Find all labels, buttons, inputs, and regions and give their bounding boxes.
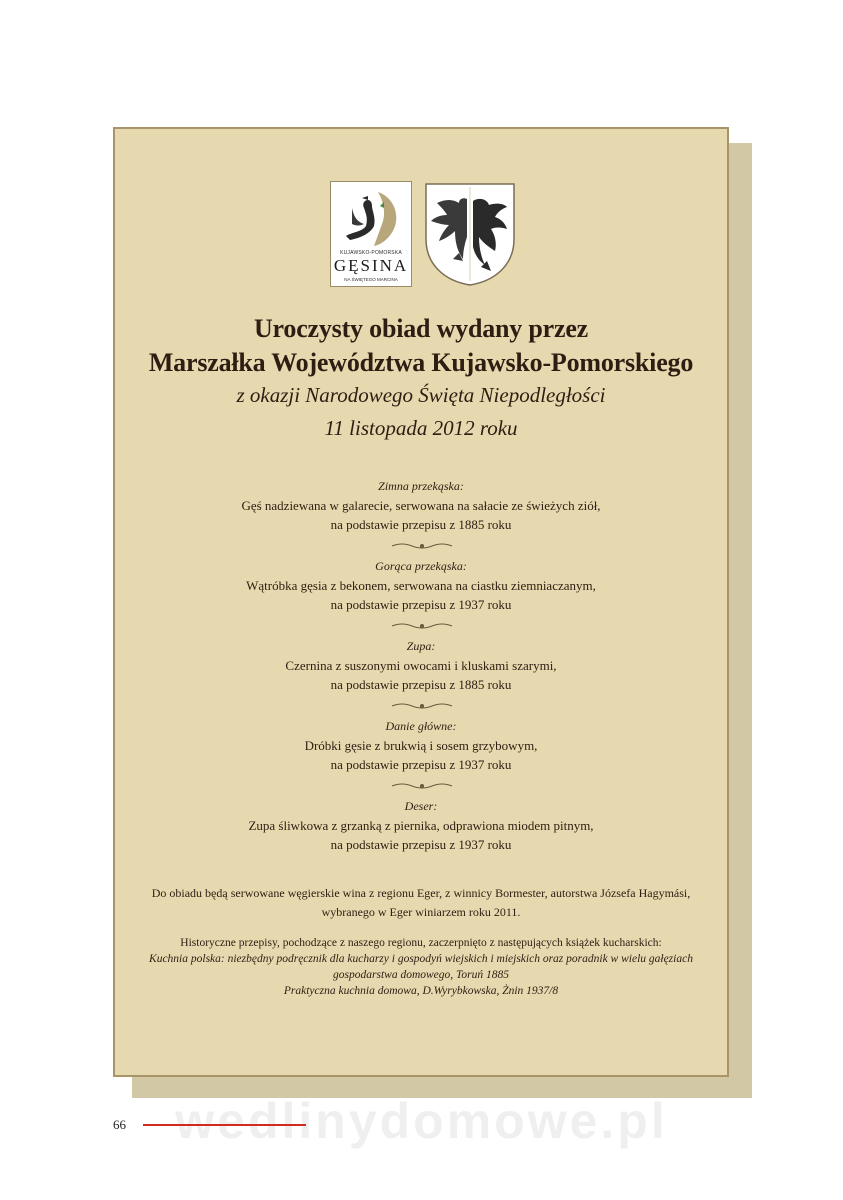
- course-description: Gęś nadziewana w galarecie, serwowana na sałacie ze świeżych ziół,: [241, 498, 601, 513]
- course-note: na podstawie przepisu z 1937 roku: [330, 757, 512, 772]
- source-book-2: Praktyczna kuchnia domowa, D.Wyrybkowska, Żnin 1937/8: [283, 985, 559, 997]
- page-rule: [143, 1124, 306, 1126]
- heading-line-2: Marszałka Województwa Kujawsko-Pomorskiego: [148, 348, 694, 377]
- heading-subtitle: z okazji Narodowego Święta Niepodległości: [236, 383, 606, 407]
- menu-card: [113, 127, 729, 1077]
- page-number: 66: [113, 1117, 126, 1132]
- wines-line-1: Do obiadu będą serwowane węgierskie wina z regionu Eger, z winnicy Bormester, autorstwa Józsefa Hagymási,: [151, 886, 691, 900]
- course-label: Zupa:: [406, 639, 436, 653]
- course-soup: [115, 637, 727, 717]
- heading-line-1: Uroczysty obiad wydany przez: [253, 314, 589, 343]
- ornament-divider-icon: [390, 701, 454, 711]
- gesina-bottom-text: NA ŚWIĘTEGO MARCINA: [344, 277, 398, 282]
- source-book-1-line-2: gospodarstwa domowego, Toruń 1885: [333, 969, 509, 981]
- course-label: Gorąca przekąska:: [375, 559, 467, 573]
- goose-icon: [338, 188, 404, 248]
- course-description: Dróbki gęsie z brukwią i sosem grzybowym,: [304, 738, 538, 753]
- logos: [115, 181, 727, 289]
- gesina-top-text: KUJAWSKO-POMORSKA: [340, 250, 402, 256]
- course-description: Czernina z suszonymi owocami i kluskami szarymi,: [285, 658, 557, 673]
- course-label: Deser:: [404, 799, 438, 813]
- sources-note: [115, 935, 727, 999]
- course-hot-starter: [115, 557, 727, 637]
- course-description: Wątróbka gęsia z bekonem, serwowana na ciastku ziemniaczanym,: [246, 578, 596, 593]
- gesina-main-text: GĘSINA: [333, 256, 409, 275]
- course-note: na podstawie przepisu z 1885 roku: [330, 677, 512, 692]
- course-dessert: [115, 797, 727, 877]
- course-label: Zimna przekąska:: [378, 479, 464, 493]
- sources-intro: Historyczne przepisy, pochodzące z naszego regionu, zaczerpnięto z następujących książek kucharskich:: [180, 937, 662, 949]
- source-book-1-line-1: Kuchnia polska: niezbędny podręcznik dla kucharzy i gospodyń wiejskich i miejskich oraz poradnik w wielu gałęziach: [149, 953, 693, 965]
- wines-note: [115, 884, 727, 922]
- course-label: Danie główne:: [385, 719, 457, 733]
- course-cold-starter: [115, 477, 727, 557]
- course-main: [115, 717, 727, 797]
- ornament-divider-icon: [390, 781, 454, 791]
- watermark: wedlinydomowe.pl: [175, 1093, 668, 1149]
- ornament-divider-icon: [390, 541, 454, 551]
- coat-of-arms-icon: [423, 181, 517, 287]
- course-description: Zupa śliwkowa z grzanką z piernika, odprawiona miodem pitnym,: [248, 818, 594, 833]
- course-note: na podstawie przepisu z 1885 roku: [330, 517, 512, 532]
- gesina-logo: [330, 181, 412, 287]
- heading-date: 11 listopada 2012 roku: [324, 416, 518, 440]
- ornament-divider-icon: [390, 621, 454, 631]
- course-note: na podstawie przepisu z 1937 roku: [330, 837, 512, 852]
- menu-courses: [115, 477, 727, 877]
- wines-line-2: wybranego w Eger winiarzem roku 2011.: [321, 905, 521, 919]
- course-note: na podstawie przepisu z 1937 roku: [330, 597, 512, 612]
